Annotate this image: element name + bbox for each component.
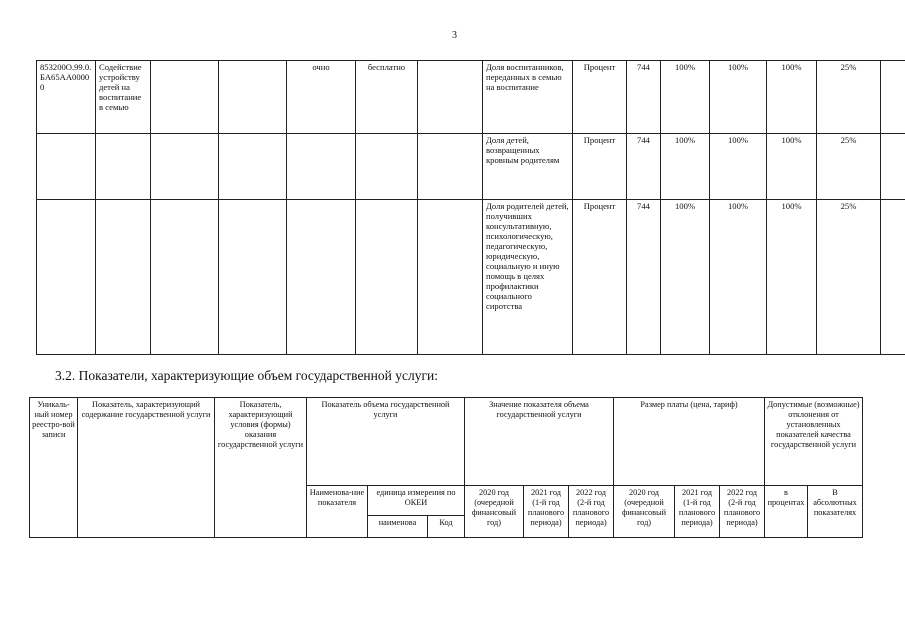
volume-indicators-table xyxy=(29,397,863,538)
deviation-percent: 25% xyxy=(817,200,881,355)
unit-name: Процент xyxy=(573,200,627,355)
quality-indicators-table xyxy=(36,60,905,355)
section-title: 3.2. Показатели, характеризующие объем государственной услуги: xyxy=(55,368,438,383)
header-price-2020: 2020 год (очередной финансовый год) xyxy=(614,486,675,538)
header-price-2021: 2021 год (1-й год планового периода) xyxy=(675,486,720,538)
okei-code: 744 xyxy=(627,61,661,134)
table-header-row xyxy=(30,398,863,486)
header-unique-number: Уникаль-ный номер реестро-вой записи xyxy=(30,398,78,538)
header-indicator-name: Наименова-ние показателя xyxy=(307,486,368,538)
value-2021: 100% xyxy=(710,200,767,355)
header-unit-code: Код xyxy=(428,516,465,538)
header-unit: единица измерения по ОКЕИ xyxy=(368,486,465,516)
table-row xyxy=(37,200,905,355)
indicator-name: Доля воспитанников, переданных в семью на воспитание xyxy=(483,61,573,134)
value-2022: 100% xyxy=(767,134,817,200)
header-content-indicator: Показатель, характеризующий содержание государственной услуги xyxy=(78,398,215,538)
value-2020: 100% xyxy=(661,61,710,134)
service-content: Содействие устройству детей на воспитание в семью xyxy=(96,61,151,134)
value-2021: 100% xyxy=(710,134,767,200)
okei-code: 744 xyxy=(627,134,661,200)
header-volume-value: Значение показателя объема государственной услуги xyxy=(465,398,614,486)
indicator-name: Доля родителей детей, получивших консультативную, психологическую, педагогическую, юридическую, социальную и иную помощь в целях профилактики социального сиротства xyxy=(483,200,573,355)
header-volume-indicator: Показатель объема государственной услуги xyxy=(307,398,465,486)
indicator-name: Доля детей, возвращенных кровным родителям xyxy=(483,134,573,200)
header-value-2021: 2021 год (1-й год планового периода) xyxy=(524,486,569,538)
deviation-percent: 25% xyxy=(817,134,881,200)
unit-name: Процент xyxy=(573,61,627,134)
deviation-percent: 25% xyxy=(817,61,881,134)
header-conditions-indicator: Показатель, характеризующий условия (формы) оказания государственной услуги xyxy=(215,398,307,538)
value-2022: 100% xyxy=(767,61,817,134)
header-value-2022: 2022 год (2-й год планового периода) xyxy=(569,486,614,538)
header-unit-name: наименова xyxy=(368,516,428,538)
value-2020: 100% xyxy=(661,134,710,200)
unit-name: Процент xyxy=(573,134,627,200)
table-row xyxy=(37,61,905,134)
value-2022: 100% xyxy=(767,200,817,355)
registry-code: 853200О.99.0.БА65АА00000 xyxy=(37,61,96,134)
page-number: 3 xyxy=(452,30,457,41)
value-2021: 100% xyxy=(710,61,767,134)
header-deviation: Допустимые (возможные) отклонения от установленных показателей качества государственной услуги xyxy=(765,398,863,486)
header-deviation-percent: в процентах xyxy=(765,486,808,538)
header-price: Размер платы (цена, тариф) xyxy=(614,398,765,486)
service-form: очно xyxy=(287,61,356,134)
header-value-2020: 2020 год (очередной финансовый год) xyxy=(465,486,524,538)
header-price-2022: 2022 год (2-й год планового периода) xyxy=(720,486,765,538)
value-2020: 100% xyxy=(661,200,710,355)
table-row xyxy=(37,134,905,200)
okei-code: 744 xyxy=(627,200,661,355)
payment-type: бесплатно xyxy=(356,61,418,134)
header-deviation-absolute: В абсолютных показателях xyxy=(808,486,863,538)
